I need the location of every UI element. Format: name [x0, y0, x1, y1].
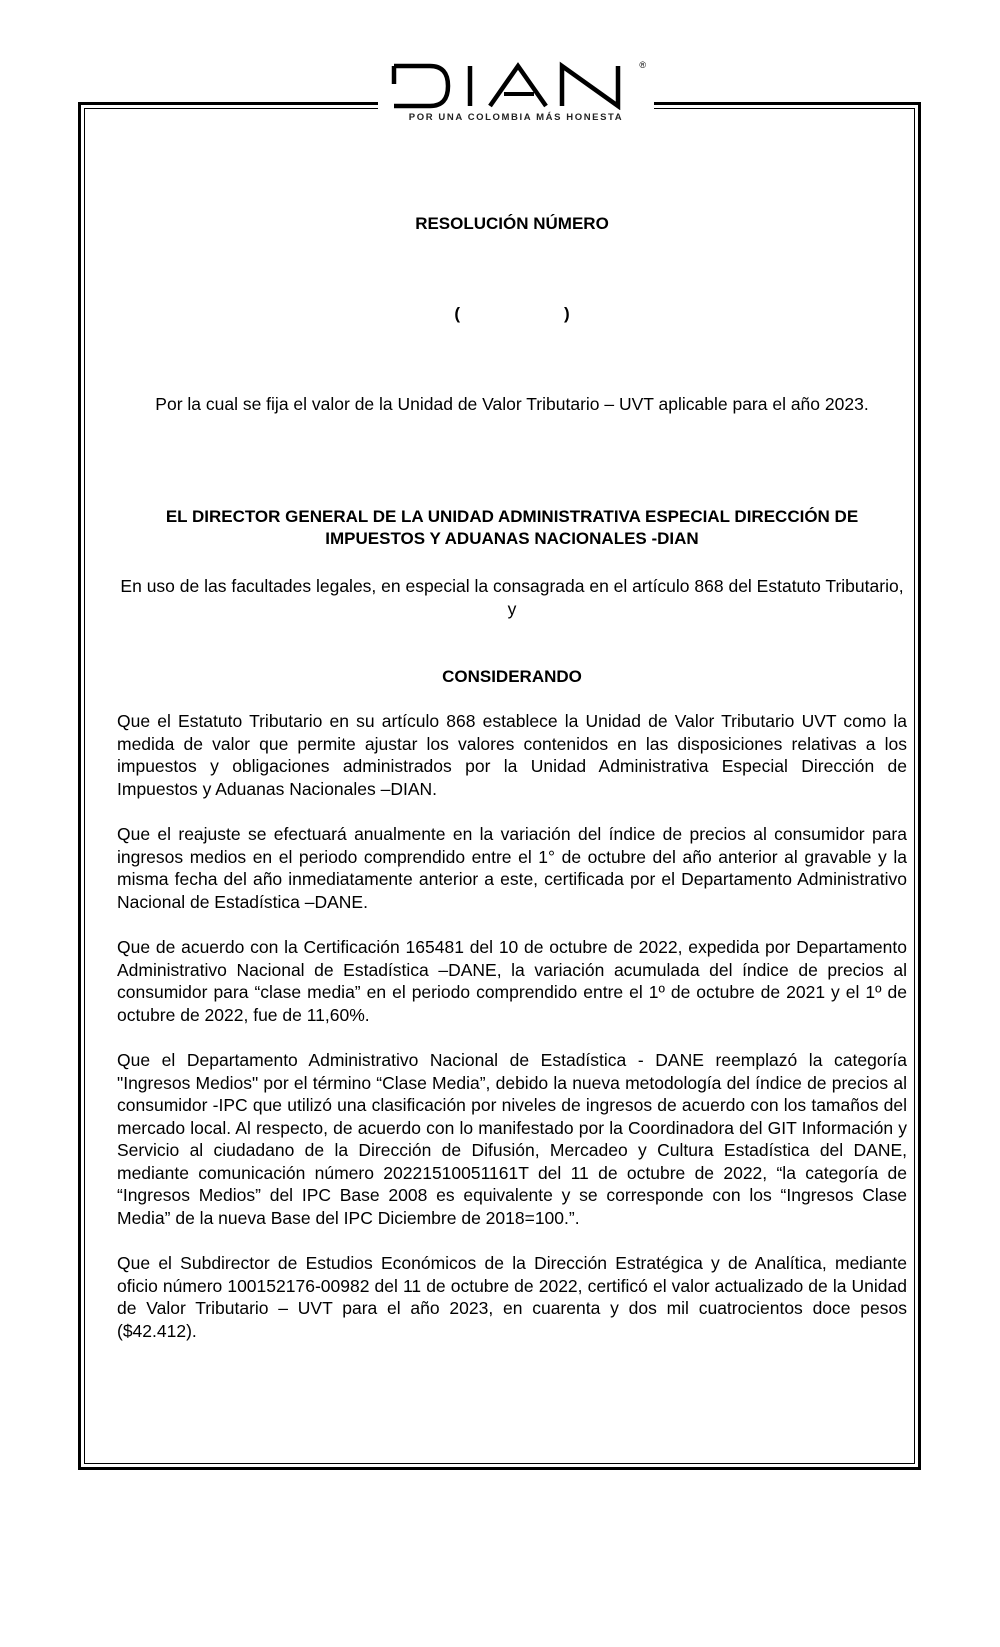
logo-tagline: POR UNA COLOMBIA MÁS HONESTA — [408, 112, 624, 123]
considerando-paragraph: Que de acuerdo con la Certificación 165481 del 10 de octubre de 2022, expedida por Departamento Administrativo Nacional de Estadística –DANE, la variación acumulada del índice de precios al consumidor para “clase media” en el periodo comprendido entre el 1º de octubre de 2021 y el 1º de octubre de 2022, fue de 11,60%. — [117, 936, 907, 1025]
dian-wordmark-logo — [386, 60, 646, 110]
considerando-heading: CONSIDERANDO — [442, 667, 582, 686]
facultades-text: En uso de las facultades legales, en especial la consagrada en el artículo 868 del Estatuto Tributario, y — [120, 576, 904, 619]
open-paren: ( — [454, 304, 460, 323]
resolution-subject: Por la cual se fija el valor de la Unidad de Valor Tributario – UVT aplicable para el año 2023. — [155, 394, 869, 414]
considerando-paragraph: Que el reajuste se efectuará anualmente en la variación del índice de precios al consumidor para ingresos medios en el periodo comprendido entre el 1° de octubre del año anterior al gravable y la misma fecha del año inmediatamente anterior a este, certificada por el Departamento Administrativo Nacional de Estadística –DANE. — [117, 823, 907, 912]
considerando-paragraph: Que el Estatuto Tributario en su artículo 868 establece la Unidad de Valor Tributario UVT como la medida de valor que permite ajustar los valores contenidos en las disposiciones relativas a los impuestos y obligaciones administrados por la Unidad Administrativa Especial Dirección de Impuestos y Aduanas Nacionales –DIAN. — [117, 711, 907, 799]
resolution-title: RESOLUCIÓN NÚMERO — [415, 214, 609, 233]
considerando-paragraph: Que el Subdirector de Estudios Económicos de la Dirección Estratégica y de Analítica, mediante oficio número 100152176-00982 del 11 de octubre de 2022, certificó el valor actualizado de la Unidad de Valor Tributario – UVT para el año 2023, en cuarenta y dos mil cuatrocientos doce pesos ($42.412). — [117, 1253, 907, 1342]
resolution-number-placeholder — [117, 304, 907, 324]
close-paren: ) — [564, 304, 570, 323]
registered-mark: ® — [639, 60, 646, 70]
considerando-paragraphs — [117, 710, 907, 1365]
considerando-paragraph: Que el Departamento Administrativo Nacional de Estadística - DANE reemplazó la categoría "Ingresos Medios" por el término “Clase Media”, debido la nueva metodología del índice de precios al consumidor -IPC que utilizó una clasificación por niveles de ingresos de acuerdo con los tamaños del mercado local. Al respecto, de acuerdo con lo manifestado por la Coordinadora del GIT Información y Servicio al ciudadano de la Dirección de Difusión, Mercadeo y Cultura Estadística del DANE, mediante comunicación número 20221510051161T del 11 de octubre de 2022, “la categoría de “Ingresos Medios” del IPC Base 2008 es equivalente y se corresponde con los “Ingresos Clase Media” de la nueva Base del IPC Diciembre de 2018=100.”. — [117, 1049, 907, 1229]
dian-logo — [378, 60, 654, 134]
director-title: EL DIRECTOR GENERAL DE LA UNIDAD ADMINISTRATIVA ESPECIAL DIRECCIÓN DE IMPUESTOS Y ADUANAS NACIONALES -DIAN — [165, 507, 859, 548]
